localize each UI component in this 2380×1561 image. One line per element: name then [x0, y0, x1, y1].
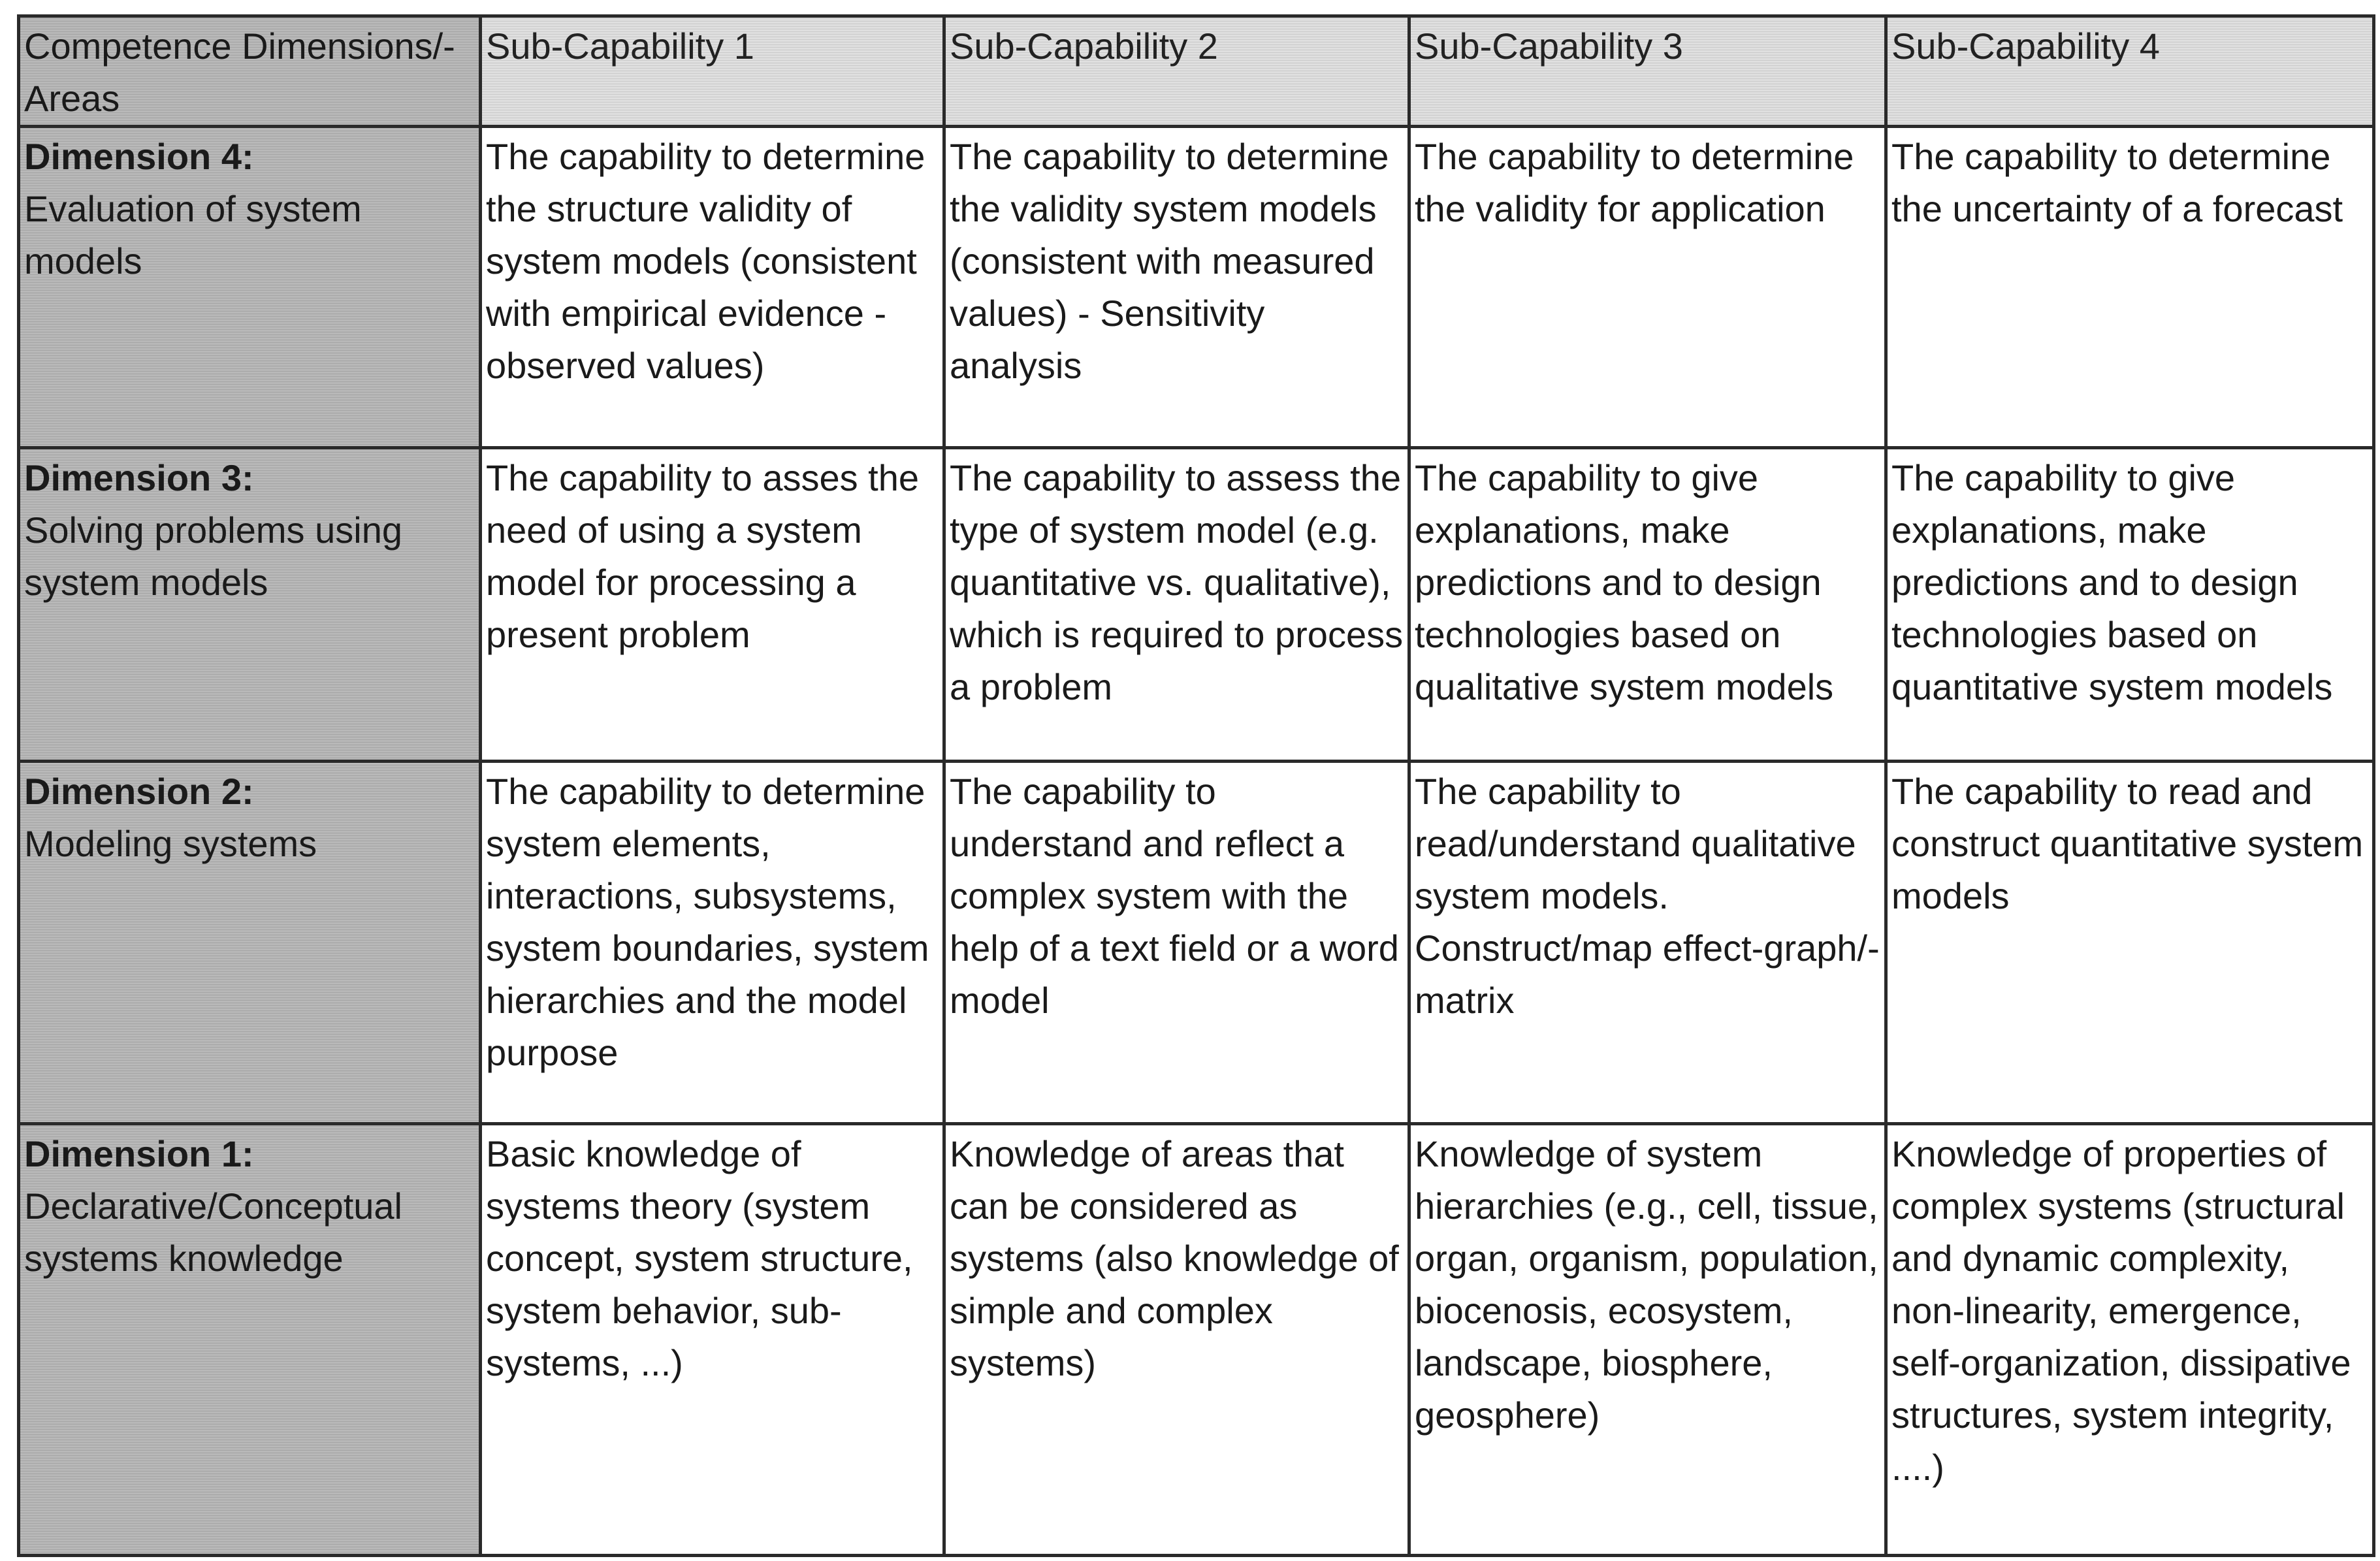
table-cell: The capability to asses the need of using a system model for processing a present problem — [481, 448, 944, 762]
table-cell: The capability to determine the validity for application — [1409, 127, 1886, 448]
dimension-label — [19, 762, 481, 1124]
column-header-sub-capability-4: Sub-Capability 4 — [1886, 16, 2374, 127]
table-cell: Knowledge of areas that can be considered as systems (also knowledge of simple and complex systems) — [944, 1124, 1409, 1556]
table-cell: Basic knowledge of systems theory (system concept, system structure, system behavior, sub-systems, ...) — [481, 1124, 944, 1556]
table-cell: The capability to read/understand qualitative system models. Construct/map effect-graph/-matrix — [1409, 762, 1886, 1124]
column-header-sub-capability-2: Sub-Capability 2 — [944, 16, 1409, 127]
table-row-dimension-1 — [19, 1124, 2374, 1556]
table-cell: Knowledge of properties of complex systems (structural and dynamic complexity, non-linearity, emergence, self-organization, dissipative structures, system integrity, ....) — [1886, 1124, 2374, 1556]
dimension-title: Dimension 4: — [24, 136, 254, 177]
table-row-dimension-3 — [19, 448, 2374, 762]
dimension-label — [19, 448, 481, 762]
table-cell: The capability to determine the validity system models (consistent with measured values) - Sensitivity analysis — [944, 127, 1409, 448]
dimension-label — [19, 127, 481, 448]
table-cell: The capability to give explanations, make predictions and to design technologies based on quantitative system models — [1886, 448, 2374, 762]
dimension-title: Dimension 3: — [24, 457, 254, 498]
table-row-dimension-4 — [19, 127, 2374, 448]
table-cell: Knowledge of system hierarchies (e.g., cell, tissue, organ, organism, population, biocenosis, ecosystem, landscape, biosphere, geosphere) — [1409, 1124, 1886, 1556]
corner-header: Competence Dimensions/-Areas — [19, 16, 481, 127]
table-cell: The capability to determine system elements, interactions, subsystems, system boundaries, system hierarchies and the model purpose — [481, 762, 944, 1124]
dimension-name: Declarative/Conceptual systems knowledge — [24, 1185, 402, 1279]
header-row — [19, 16, 2374, 127]
dimension-name: Modeling systems — [24, 823, 317, 864]
table-cell: The capability to understand and reflect a complex system with the help of a text field or a word model — [944, 762, 1409, 1124]
dimension-title: Dimension 1: — [24, 1133, 254, 1174]
column-header-sub-capability-3: Sub-Capability 3 — [1409, 16, 1886, 127]
table-row-dimension-2 — [19, 762, 2374, 1124]
dimension-name: Evaluation of system models — [24, 188, 362, 282]
table-cell: The capability to assess the type of system model (e.g. quantitative vs. qualitative), which is required to process a problem — [944, 448, 1409, 762]
table-cell: The capability to give explanations, make predictions and to design technologies based on qualitative system models — [1409, 448, 1886, 762]
dimension-label — [19, 1124, 481, 1556]
table-cell: The capability to read and construct quantitative system models — [1886, 762, 2374, 1124]
dimension-title: Dimension 2: — [24, 771, 254, 812]
column-header-sub-capability-1: Sub-Capability 1 — [481, 16, 944, 127]
dimension-name: Solving problems using system models — [24, 509, 402, 603]
competence-matrix-table — [17, 14, 2375, 1557]
table-cell: The capability to determine the uncertainty of a forecast — [1886, 127, 2374, 448]
table-cell: The capability to determine the structure validity of system models (consistent with empirical evidence - observed values) — [481, 127, 944, 448]
